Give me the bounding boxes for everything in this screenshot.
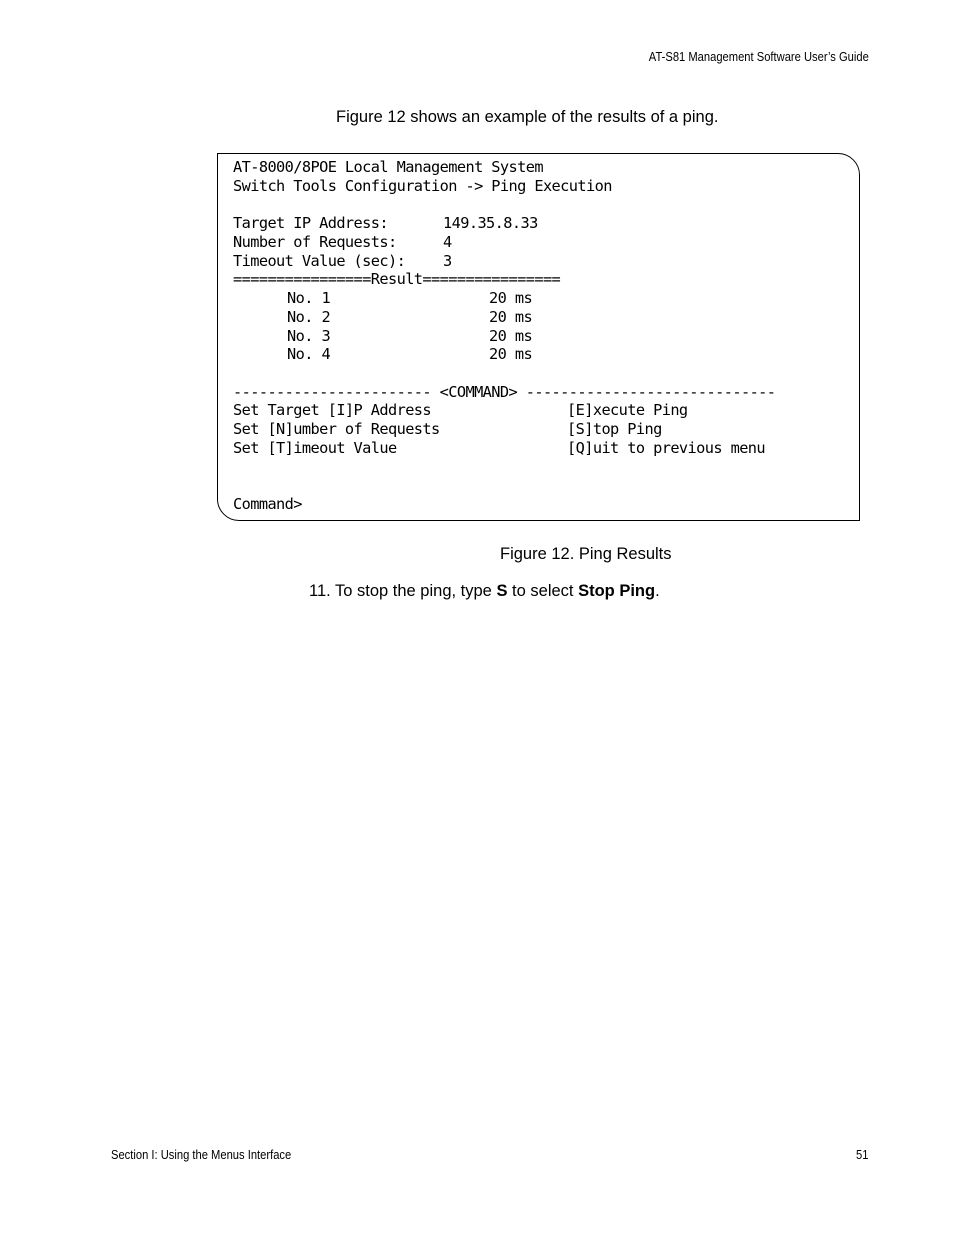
result-row-time: 20 ms [489,308,533,326]
command-set-target-ip[interactable]: Set Target [I]P Address [233,401,432,419]
step-prefix: 11. To stop the ping, type [309,582,497,600]
timeout-value: 3 [443,252,452,270]
command-quit[interactable]: [Q]uit to previous menu [567,439,766,457]
instruction-step [309,582,660,601]
result-row-no: No. 4 [287,345,331,363]
command-prompt[interactable]: Command> [233,495,302,513]
figure-caption: Figure 12. Ping Results [500,545,672,563]
terminal-breadcrumb: Switch Tools Configuration -> Ping Execution [233,177,612,195]
timeout-label: Timeout Value (sec): [233,252,406,270]
step-middle: to select [507,582,579,600]
step-suffix: . [655,582,660,600]
intro-paragraph: Figure 12 shows an example of the results of a ping. [336,108,719,126]
result-divider: ================Result================ [233,270,561,288]
command-stop-ping[interactable]: [S]top Ping [567,420,662,438]
result-row-time: 20 ms [489,327,533,345]
command-divider: ----------------------- <COMMAND> ----------------------------- [233,383,776,401]
requests-label: Number of Requests: [233,233,397,251]
result-row-time: 20 ms [489,345,533,363]
step-key: S [496,582,508,600]
result-row-no: No. 1 [287,289,331,307]
page-number: 51 [855,1147,868,1162]
command-set-timeout[interactable]: Set [T]imeout Value [233,439,397,457]
result-row-time: 20 ms [489,289,533,307]
result-row-no: No. 2 [287,308,331,326]
result-row-no: No. 3 [287,327,331,345]
command-execute-ping[interactable]: [E]xecute Ping [567,401,688,419]
terminal-system-title: AT-8000/8POE Local Management System [233,158,543,176]
target-ip-label: Target IP Address: [233,214,388,232]
running-header: AT-S81 Management Software User’s Guide [649,49,869,64]
target-ip-value: 149.35.8.33 [443,214,538,232]
command-set-number-of-requests[interactable]: Set [N]umber of Requests [233,420,440,438]
requests-value: 4 [443,233,452,251]
footer-section: Section I: Using the Menus Interface [111,1147,292,1162]
step-action: Stop Ping [578,582,656,600]
